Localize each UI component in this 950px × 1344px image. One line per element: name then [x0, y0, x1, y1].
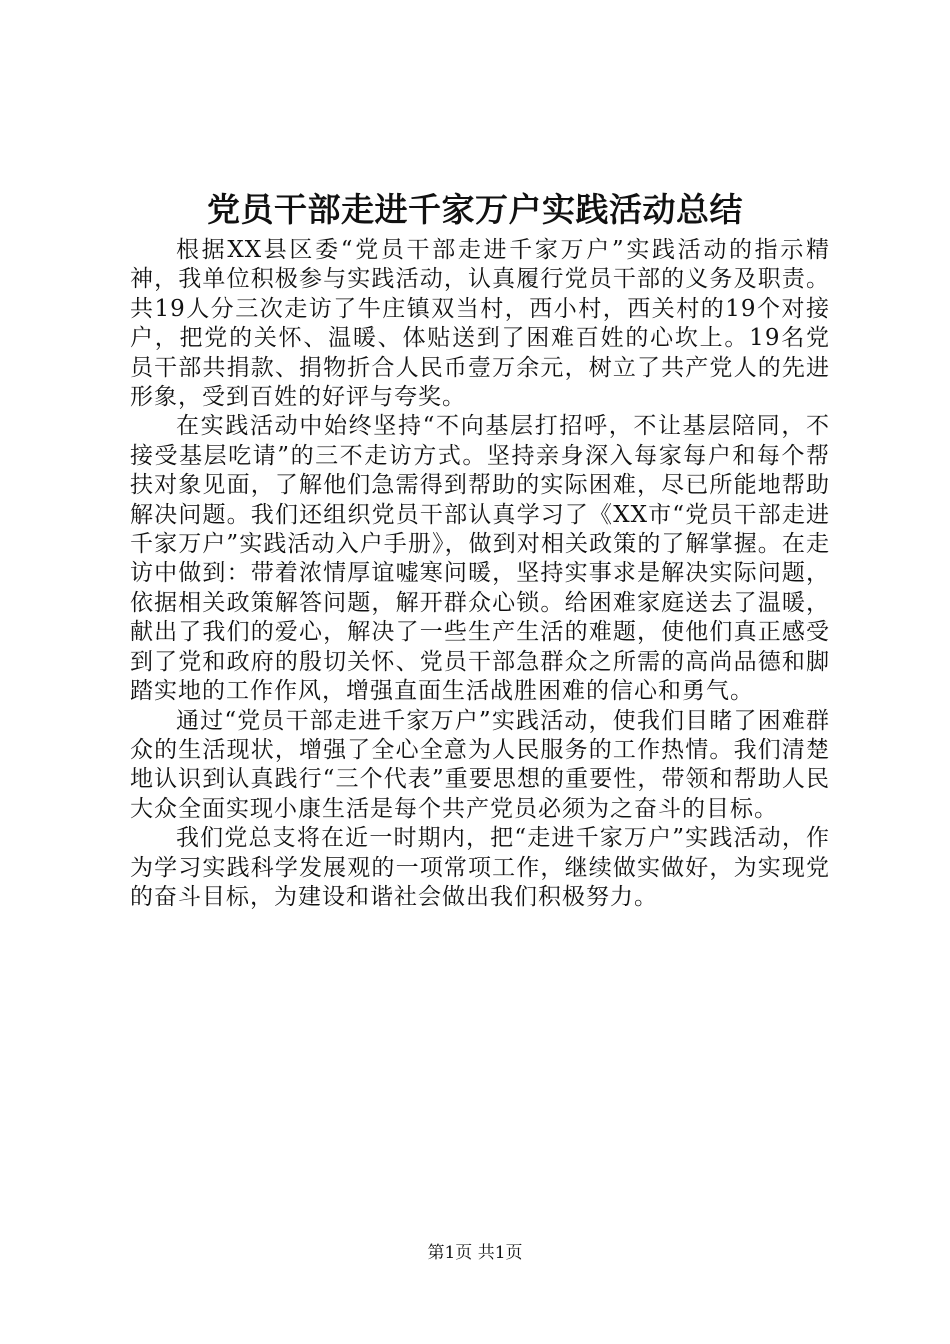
paragraph-3: 通过“党员干部走进千家万户”实践活动，使我们目睹了困难群众的生活现状，增强了全心全意为人民服务的工作热情。我们清楚地认识到认真践行“三个代表”重要思想的重要性，带领和帮助人民大众全面实现小康生活是每个共产党员必须为之奋斗的目标。: [130, 707, 830, 822]
document-body: [130, 236, 830, 912]
paragraph-2: 在实践活动中始终坚持“不向基层打招呼，不让基层陪同，不接受基层吃请”的三不走访方式。坚持亲身深入每家每户和每个帮扶对象见面，了解他们急需得到帮助的实际困难，尽已所能地帮助解决问题。我们还组织党员干部认真学习了《XX市“党员干部走进千家万户”实践活动入户手册》，做到对相关政策的了解掌握。在走访中做到：带着浓情厚谊嘘寒问暖，坚持实事求是解决实际问题，依据相关政策解答问题，解开群众心锁。给困难家庭送去了温暖，献出了我们的爱心，解决了一些生产生活的难题，使他们真正感受到了党和政府的殷切关怀、党员干部急群众之所需的高尚品德和脚踏实地的工作作风，增强直面生活战胜困难的信心和勇气。: [130, 413, 830, 705]
page-footer: 第1页 共1页: [427, 1243, 523, 1263]
paragraph-4: 我们党总支将在近一时期内，把“走进千家万户”实践活动，作为学习实践科学发展观的一项常项工作，继续做实做好，为实现党的奋斗目标，为建设和谐社会做出我们积极努力。: [130, 825, 830, 910]
paragraph-1: 根据XX县区委“党员干部走进千家万户”实践活动的指示精神，我单位积极参与实践活动，认真履行党员干部的义务及职责。共19人分三次走访了牛庄镇双当村，西小村，西关村的19个对接户，把党的关怀、温暖、体贴送到了困难百姓的心坎上。19名党员干部共捐款、捐物折合人民币壹万余元，树立了共产党人的先进形象，受到百姓的好评与夸奖。: [130, 237, 830, 411]
document-title: 党员干部走进千家万户实践活动总结: [207, 190, 743, 229]
